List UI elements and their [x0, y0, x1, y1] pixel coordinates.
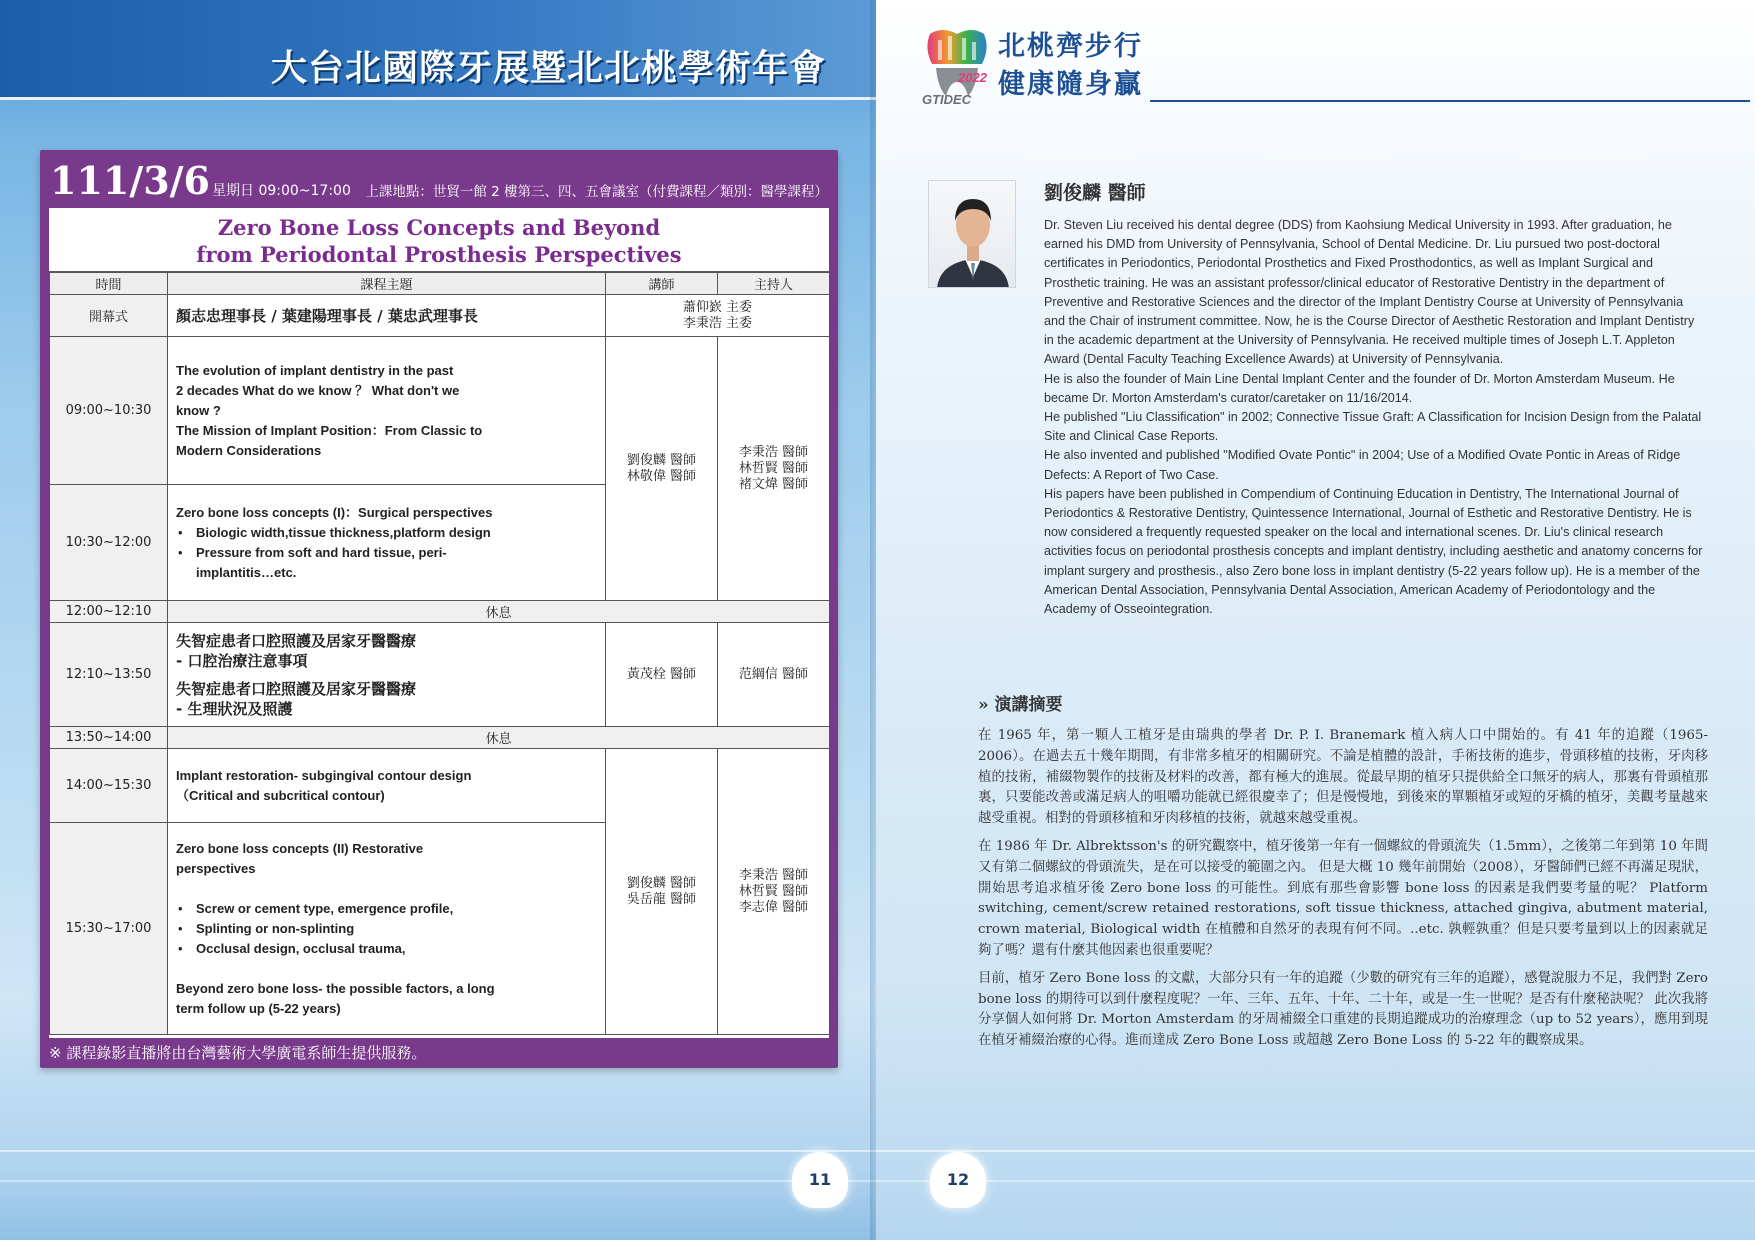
logo-text: GTIDEC	[922, 92, 972, 106]
schedule-panel	[40, 150, 838, 1068]
table-row	[50, 749, 830, 823]
table-row-break	[50, 601, 830, 623]
bio-paragraph: His papers have been published in Compendium of Continuing Education in Dentistry, The International Journal of Periodontics & Restorative Dentistry, Quintessence International, Journal of Esthetic and Restorative Dentistry. He is now considered a frequently requested speaker on the local and international scenes. Dr. Liu's clinical research activities focus on periodontal prosthesis concepts and implant dentistry, including aesthetic and anatomy concerns for implant surgery and prosthesis., also Zero bone loss in implant dentistry (5-22 years follow up). He is a member of the American Dental Association, Pennsylvania Dental Association, American Academy of Periodontology and the Academy of Osseointegration.	[1044, 486, 1703, 617]
speaker-photo	[928, 180, 1016, 288]
page-number: 11	[792, 1152, 848, 1208]
topic-cell	[168, 749, 606, 823]
abstract-paragraph: 在 1965 年，第一顆人工植牙是由瑞典的學者 Dr. P. I. Branemark 植入病人口中開始的。有 41 年的追蹤（1965-2006）。在過去五十幾年期間，有非常多植牙的相關研究。不論是植體的設計，手術技術的進步，骨頭移植的技術，牙肉移植的技術，補綴物製作的技術及材料的改善，都有極大的進展。從最早期的植牙只提供給全口無牙的病人，那裏有骨頭植那裏，只要能改善或滿足病人的咀嚼功能就已經很慶幸了；但是慢慢地，到後來的單顆植牙或短的牙橋的植牙，美觀考量越來越受重視。相對的骨頭移植和牙肉移植的技術，就越來越受重視。	[978, 728, 1708, 827]
table-row-opening	[50, 295, 830, 337]
speaker-name: 劉俊麟 醫師	[626, 452, 697, 468]
topic-bullet: • Occlusal design, occlusal trauma,	[176, 939, 597, 959]
course-title-line: from Periodontal Prosthesis Perspectives	[196, 242, 682, 267]
topic-cell	[168, 337, 606, 485]
host-name: 褚文煒 醫師	[738, 476, 809, 492]
topic-bullet: • Biologic width,tissue thickness,platform design	[176, 523, 597, 543]
header-topic: 課程主題	[168, 273, 606, 295]
topic-line: Zero bone loss concepts (II) Restorative	[176, 840, 424, 856]
left-banner	[0, 0, 876, 100]
slogan	[998, 28, 1143, 104]
topic-line: 失智症患者口腔照護及居家牙醫醫療	[176, 631, 417, 650]
topic-line: Beyond zero bone loss- the possible factors, a long	[176, 980, 495, 996]
speaker-name: 吳岳龍 醫師	[626, 891, 697, 907]
host-name: 蕭仰嶔 主委	[682, 299, 753, 315]
host-name: 李秉浩 醫師	[738, 444, 809, 460]
page-number: 12	[930, 1152, 986, 1208]
topic-cell	[168, 823, 606, 1035]
topic-bullet-text: Pressure from soft and hard tissue, peri-	[196, 544, 447, 560]
topic-bullet: • Screw or cement type, emergence profile,	[176, 899, 597, 919]
abstract-body	[978, 726, 1708, 1059]
topic-line: - 生理狀況及照護	[176, 699, 293, 718]
decorative-wave	[0, 1180, 876, 1182]
course-title	[49, 208, 829, 272]
slogan-line: 北桃齊步行	[998, 31, 1143, 62]
speaker-bio	[1044, 216, 1706, 619]
time-cell: 10:30~12:00	[50, 485, 168, 601]
bio-paragraph: He also invented and published "Modified Ovate Pontic" in 2004; Use of a Modified Ovate Pontic in Areas of Ridge Defects: A Report of Two Case.	[1044, 448, 1681, 482]
topic-cell	[168, 623, 606, 727]
person-icon	[929, 181, 1016, 288]
break-cell: 休息	[168, 601, 830, 623]
table-row	[50, 623, 830, 727]
time-cell: 開幕式	[50, 295, 168, 337]
bio-paragraph: Dr. Steven Liu received his dental degree (DDS) from Kaohsiung Medical University in 1993. After graduation, he earned his DMD from University of Pennsylvania, School of Dental Medicine. Dr. Liu pursued two post-doctoral certificates in Periodontics, Periodontal Prosthetics and Fixed Prosthodontics, as well as Implant Surgical and Prosthetic training. He was an assistant professor/clinical educator of Restorative Dentistry in the department of Preventive and Restorative Sciences and the director of the Implant Dentistry Course at University of Pennsylvania and the Chair of instrument committee. Now, he is the Course Director of Aesthetic Restoration and Implant Dentistry in the academic department at the University of Pennsylvania. He received multiple times of Joseph L.T. Appleton Award (Dental Faculty Teaching Excellence Awards) at University of Pennsylvania.	[1044, 218, 1695, 367]
speaker-name-heading: 劉俊麟 醫師	[1044, 182, 1146, 204]
topic-line: The Mission of Implant Position：From Classic to	[176, 422, 483, 438]
topic-line: know ?	[176, 402, 221, 418]
schedule-header	[50, 158, 828, 202]
topic-line: The evolution of implant dentistry in the past	[176, 362, 454, 378]
topic-cell	[168, 485, 606, 601]
table-header-row	[50, 273, 830, 295]
host-cell	[718, 749, 830, 1035]
host-name: 李志偉 醫師	[738, 899, 809, 915]
topic-line: 2 decades What do we know ？ What don't we	[176, 382, 460, 398]
speaker-name: 林敬偉 醫師	[626, 468, 697, 484]
topic-line: - 口腔治療注意事項	[176, 651, 308, 670]
schedule-table	[49, 272, 830, 1035]
time-cell: 12:10~13:50	[50, 623, 168, 727]
topic-bullets	[176, 899, 597, 959]
topic-line: Implant restoration- subgingival contour design	[176, 767, 472, 783]
break-cell: 休息	[168, 727, 830, 749]
header-time: 時間	[50, 273, 168, 295]
host-cell	[718, 337, 830, 601]
event-title: 大台北國際牙展暨北北桃學術年會	[270, 48, 826, 89]
host-cell: 范綱信 醫師	[718, 623, 830, 727]
schedule-table-area	[49, 208, 829, 1038]
schedule-day-time: 星期日 09:00~17:00	[212, 183, 351, 199]
host-name: 林哲賢 醫師	[738, 883, 809, 899]
abstract-paragraph: 在 1986 年 Dr. Albrektsson's 的研究觀察中，植牙後第一年有一個螺紋的骨頭流失（1.5mm），之後第二年到第 10 年間又有第二個螺紋的骨頭流失，是在可以接受的範圍之內。 但是大概 10 幾年前開始（2008），牙醫師們已經不再滿足現狀，開始思考追求植牙後 Zero bone loss 的可能性。到底有那些會影響 bone loss 的因素是我們要考量的呢？ Platform switching, cement/screw retained restorations, soft tissue thickness, attached gingiva, abutment material, crown material, Biological width 在植體和自然牙的表現有何不同。..etc. 孰輕孰重？但是只要考量到以上的因素就足夠了嗎？還有什麼其他因素也很重要呢？	[978, 838, 1708, 958]
abstract-heading: » 演講摘要	[978, 695, 1063, 715]
topic-bullet-text: implantitis…etc.	[196, 564, 297, 580]
topic-line: Modern Considerations	[176, 442, 322, 458]
right-page	[876, 0, 1755, 1240]
topic-line: term follow up (5-22 years)	[176, 1000, 341, 1016]
logo-year: 2022	[958, 70, 987, 85]
time-cell: 09:00~10:30	[50, 337, 168, 485]
time-cell: 15:30~17:00	[50, 823, 168, 1035]
decorative-wave	[876, 1180, 1755, 1182]
opening-hosts-cell	[606, 295, 830, 337]
host-name: 李秉浩 醫師	[738, 867, 809, 883]
header-host: 主持人	[718, 273, 830, 295]
time-cell: 14:00~15:30	[50, 749, 168, 823]
speaker-cell	[606, 337, 718, 601]
left-page	[0, 0, 876, 1240]
table-row-break	[50, 727, 830, 749]
header-divider	[1150, 100, 1750, 102]
gtidec-logo-icon	[922, 26, 992, 106]
topic-bullet: • Splinting or non-splinting	[176, 919, 597, 939]
abstract-paragraph: 目前，植牙 Zero Bone loss 的文獻，大部分只有一年的追蹤（少數的研究有三年的追蹤），感覺說服力不足，我們對 Zero bone loss 的期待可以到什麼程度呢？一年、三年、五年、十年、二十年，或是一生一世呢？是否有什麼秘訣呢？ 此次我將分享個人如何將 Dr. Morton Amsterdam 的牙周補綴全口重建的長期追蹤成功的治療理念（up to 52 years），應用到現在植牙補綴治療的心得。進而達成 Zero Bone Loss 或超越 Zero Bone Loss 的 5-22 年的觀察成果。	[978, 970, 1708, 1049]
time-cell: 13:50~14:00	[50, 727, 168, 749]
bio-paragraph: He is also the founder of Main Line Dental Implant Center and the founder of Dr. Morton Amsterdam Museum. He became Dr. Morton Amsterdam's curator/caretaker on 11/16/2014.	[1044, 371, 1675, 405]
speaker-cell	[606, 749, 718, 1035]
course-title-line: Zero Bone Loss Concepts and Beyond	[217, 215, 661, 240]
time-cell: 12:00~12:10	[50, 601, 168, 623]
topic-line: （Critical and subcritical contour)	[176, 787, 385, 803]
topic-cell: 顏志忠理事長 / 葉建陽理事長 / 葉忠武理事長	[168, 295, 606, 337]
table-row	[50, 337, 830, 485]
host-name: 李秉浩 主委	[682, 315, 753, 331]
header-speaker: 講師	[606, 273, 718, 295]
topic-line: Zero bone loss concepts (I)：Surgical perspectives	[176, 504, 493, 520]
speaker-name: 劉俊麟 醫師	[626, 875, 697, 891]
host-name: 林哲賢 醫師	[738, 460, 809, 476]
bio-paragraph: He published "Liu Classification" in 2002; Connective Tissue Graft: A Classification for Incision Design from the Palatal Site and Clinical Case Reports.	[1044, 410, 1702, 444]
topic-bullets	[176, 523, 597, 583]
topic-bullet	[176, 543, 597, 583]
topic-line: perspectives	[176, 860, 256, 876]
schedule-venue: 上課地點：世貿一館 2 樓第三、四、五會議室（付費課程／類別：醫學課程）	[365, 184, 828, 200]
topic-line: 失智症患者口腔照護及居家牙醫醫療	[176, 679, 417, 698]
speaker-cell: 黃茂栓 醫師	[606, 623, 718, 727]
schedule-footnote: ※ 課程錄影直播將由台灣藝術大學廣電系師生提供服務。	[49, 1044, 427, 1062]
schedule-date: 111/3/6	[50, 158, 210, 203]
decorative-wave	[0, 1150, 876, 1152]
slogan-line: 健康隨身贏	[998, 69, 1143, 100]
decorative-wave	[876, 1150, 1755, 1152]
